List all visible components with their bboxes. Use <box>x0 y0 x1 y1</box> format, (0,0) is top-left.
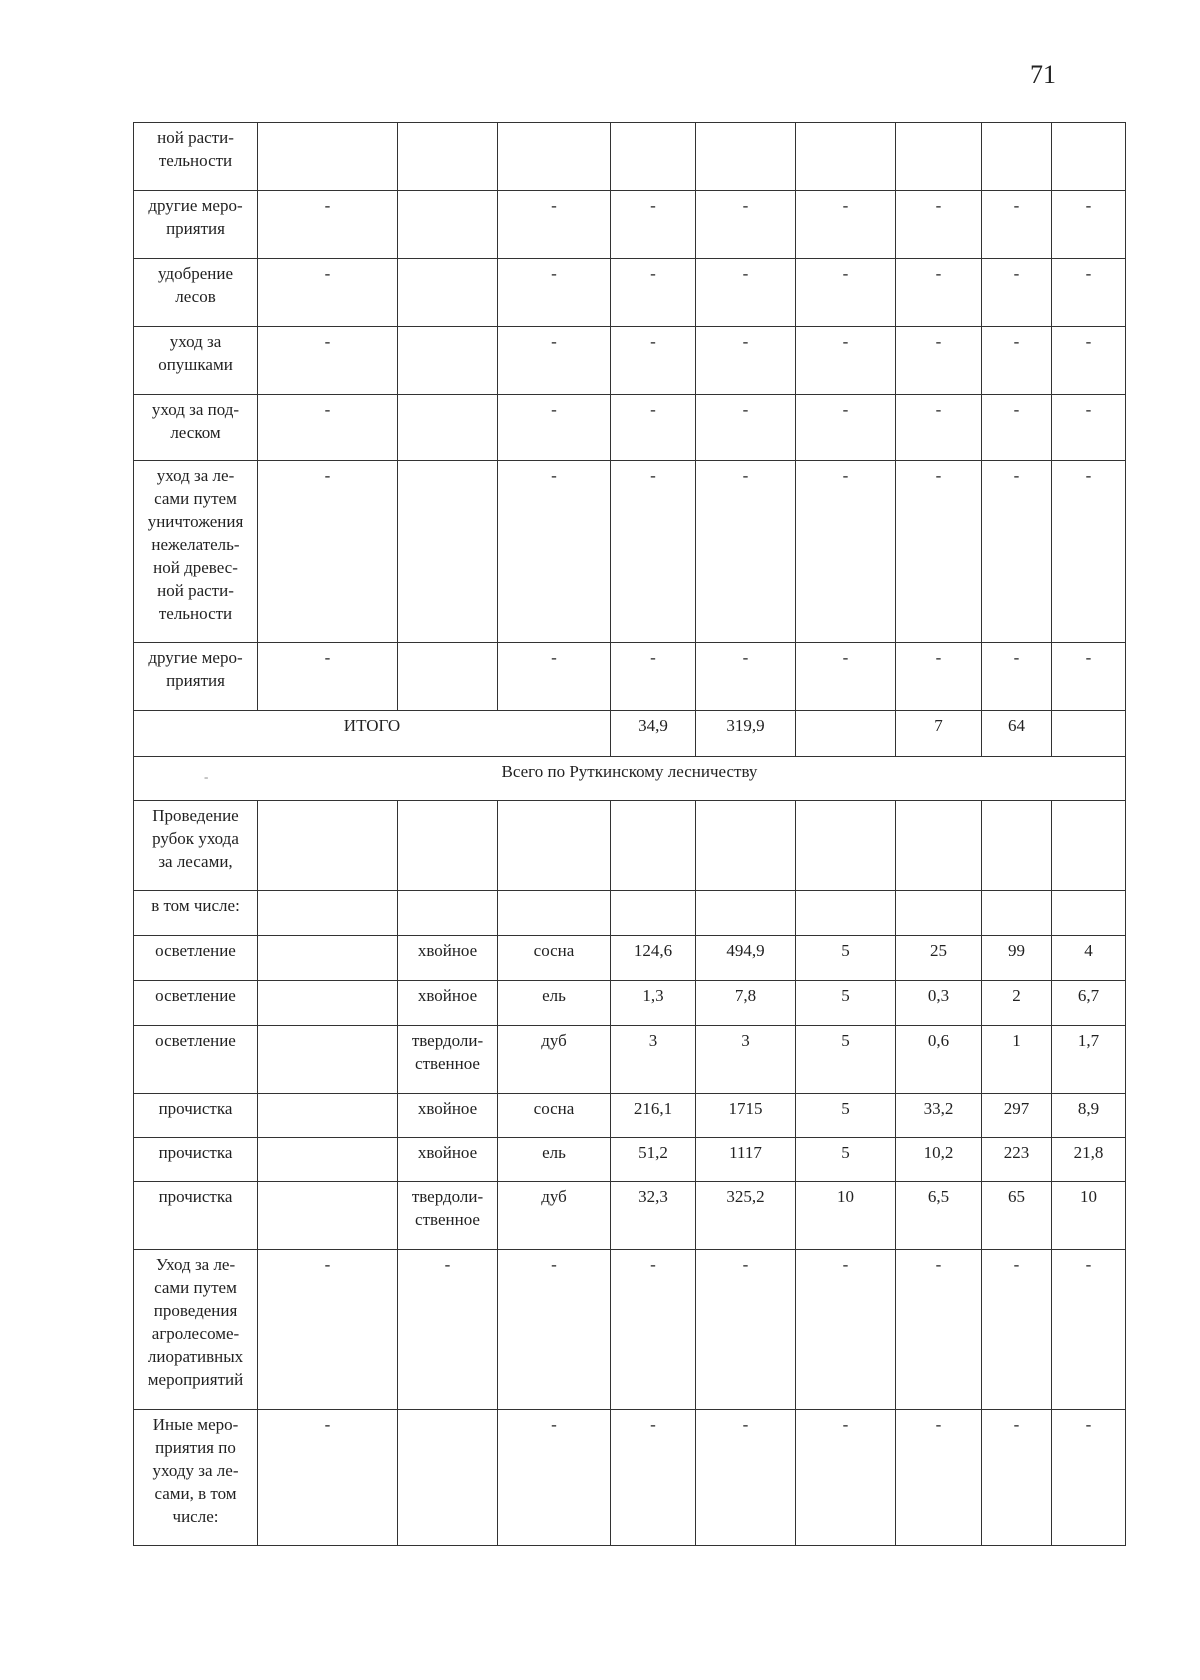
table-cell: 1117 <box>696 1138 796 1182</box>
table-cell: 8,9 <box>1052 1094 1126 1138</box>
table-cell: - <box>796 1410 896 1546</box>
table-cell: - <box>498 395 611 461</box>
table-cell: - <box>498 461 611 643</box>
table-cell: - <box>611 395 696 461</box>
table-cell <box>258 1094 398 1138</box>
table-cell: - <box>498 191 611 259</box>
row-label: Проведение рубок ухода за лесами, <box>134 801 258 891</box>
table-cell: - <box>611 191 696 259</box>
table-cell: дуб <box>498 1026 611 1094</box>
table-cell: - <box>258 461 398 643</box>
table-cell <box>696 891 796 936</box>
table-cell <box>796 123 896 191</box>
table-cell <box>796 711 896 757</box>
section-title: Всего по Руткинскому лесничеству <box>501 762 758 781</box>
row-label: осветление <box>134 981 258 1026</box>
table-cell <box>398 891 498 936</box>
table-cell: - <box>896 327 982 395</box>
table-cell: - <box>896 259 982 327</box>
table-cell: - <box>498 1410 611 1546</box>
table-cell: 3 <box>696 1026 796 1094</box>
table-cell: - <box>398 1250 498 1410</box>
table-cell <box>258 936 398 981</box>
row-label: Уход за ле- сами путем проведения агролесоме- лиоративных мероприятий <box>134 1250 258 1410</box>
table-cell: - <box>1052 461 1126 643</box>
table-cell: - <box>982 1410 1052 1546</box>
table-row <box>134 801 1126 891</box>
table-cell: хвойное <box>398 1138 498 1182</box>
table-cell: - <box>696 259 796 327</box>
table-cell <box>796 801 896 891</box>
table-cell: - <box>1052 395 1126 461</box>
table-cell: хвойное <box>398 1094 498 1138</box>
table-cell: - <box>982 327 1052 395</box>
table-cell: 1 <box>982 1026 1052 1094</box>
table-cell: - <box>611 259 696 327</box>
table-cell: - <box>796 191 896 259</box>
table-cell: - <box>796 461 896 643</box>
table-cell: - <box>258 1250 398 1410</box>
table-cell: 6,7 <box>1052 981 1126 1026</box>
table-row <box>134 936 1126 981</box>
table-cell <box>398 461 498 643</box>
table-row <box>134 1410 1126 1546</box>
table-row <box>134 643 1126 711</box>
table-cell: - <box>982 643 1052 711</box>
table-cell <box>258 801 398 891</box>
table-cell: - <box>498 643 611 711</box>
table-cell: 7 <box>896 711 982 757</box>
table-cell: - <box>258 327 398 395</box>
table-cell <box>398 259 498 327</box>
table-cell: 1715 <box>696 1094 796 1138</box>
table-cell <box>258 891 398 936</box>
table-cell: - <box>258 1410 398 1546</box>
table-row <box>134 1094 1126 1138</box>
table-cell: 65 <box>982 1182 1052 1250</box>
table-row <box>134 1182 1126 1250</box>
table-cell: - <box>696 1410 796 1546</box>
table-cell <box>796 891 896 936</box>
table-row <box>134 1026 1126 1094</box>
table-cell: 5 <box>796 1026 896 1094</box>
table-cell: 0,3 <box>896 981 982 1026</box>
table-cell: - <box>498 327 611 395</box>
table-row <box>134 327 1126 395</box>
page-number: 71 <box>1030 60 1056 89</box>
table-cell: хвойное <box>398 981 498 1026</box>
table-cell <box>498 891 611 936</box>
table-cell <box>611 123 696 191</box>
table-cell: - <box>896 461 982 643</box>
row-label: осветление <box>134 1026 258 1094</box>
section-mark: - <box>204 769 209 784</box>
table-cell: - <box>611 643 696 711</box>
table-cell: - <box>1052 191 1126 259</box>
section-title-cell <box>134 757 1126 801</box>
table-cell: - <box>796 1250 896 1410</box>
forest-care-table <box>133 122 1126 1546</box>
table-cell: - <box>796 643 896 711</box>
table-cell: - <box>796 259 896 327</box>
table-cell: 34,9 <box>611 711 696 757</box>
table-cell: - <box>696 461 796 643</box>
table-row <box>134 891 1126 936</box>
table-cell: - <box>611 327 696 395</box>
table-cell <box>896 891 982 936</box>
table-cell: 99 <box>982 936 1052 981</box>
table-cell: сосна <box>498 936 611 981</box>
table-cell: - <box>896 191 982 259</box>
table-cell: 6,5 <box>896 1182 982 1250</box>
table-cell: - <box>1052 259 1126 327</box>
table-cell <box>398 395 498 461</box>
table-cell: 0,6 <box>896 1026 982 1094</box>
table-cell: 32,3 <box>611 1182 696 1250</box>
table-cell: 64 <box>982 711 1052 757</box>
table-cell <box>696 123 796 191</box>
table-cell: 216,1 <box>611 1094 696 1138</box>
row-label: ной расти- тельности <box>134 123 258 191</box>
table-cell <box>896 123 982 191</box>
row-label: в том числе: <box>134 891 258 936</box>
table-cell: - <box>982 259 1052 327</box>
table-cell: - <box>258 395 398 461</box>
table-cell: - <box>1052 327 1126 395</box>
table-cell: - <box>258 191 398 259</box>
table-cell <box>982 801 1052 891</box>
table-cell: - <box>498 259 611 327</box>
table-cell <box>611 891 696 936</box>
table-cell: 5 <box>796 936 896 981</box>
section-row <box>134 757 1126 801</box>
table-row <box>134 461 1126 643</box>
table-cell: 319,9 <box>696 711 796 757</box>
row-label: уход за ле- сами путем уничтожения нежелатель- ной древес- ной расти- тельности <box>134 461 258 643</box>
table-cell <box>398 327 498 395</box>
table-cell: 51,2 <box>611 1138 696 1182</box>
table-cell: - <box>696 395 796 461</box>
table-cell <box>258 123 398 191</box>
table-cell: 5 <box>796 1094 896 1138</box>
table-cell: 10,2 <box>896 1138 982 1182</box>
table-cell: - <box>696 1250 796 1410</box>
table-cell: 223 <box>982 1138 1052 1182</box>
table-cell: - <box>611 461 696 643</box>
table-cell: 7,8 <box>696 981 796 1026</box>
row-label: уход за опушками <box>134 327 258 395</box>
table-cell: 5 <box>796 1138 896 1182</box>
table-cell: ель <box>498 1138 611 1182</box>
table-cell: 4 <box>1052 936 1126 981</box>
table-cell <box>498 123 611 191</box>
table-cell: - <box>1052 643 1126 711</box>
table-cell <box>398 801 498 891</box>
table-cell: - <box>498 1250 611 1410</box>
table-cell: твердоли- ственное <box>398 1026 498 1094</box>
table-row <box>134 123 1126 191</box>
row-label: прочистка <box>134 1138 258 1182</box>
table-cell: ель <box>498 981 611 1026</box>
table-cell <box>1052 711 1126 757</box>
table-cell: 2 <box>982 981 1052 1026</box>
table-cell <box>696 801 796 891</box>
table-cell: - <box>896 1250 982 1410</box>
table-cell <box>498 801 611 891</box>
table-cell: твердоли- ственное <box>398 1182 498 1250</box>
table-cell: 5 <box>796 981 896 1026</box>
table-cell: 1,3 <box>611 981 696 1026</box>
table-cell: - <box>982 395 1052 461</box>
table-cell <box>398 643 498 711</box>
table-cell <box>1052 891 1126 936</box>
table-cell <box>258 1026 398 1094</box>
table-cell: - <box>696 191 796 259</box>
row-label: прочистка <box>134 1094 258 1138</box>
table-cell: сосна <box>498 1094 611 1138</box>
table-cell: - <box>896 1410 982 1546</box>
table-cell: 494,9 <box>696 936 796 981</box>
table-cell: 1,7 <box>1052 1026 1126 1094</box>
table-cell: - <box>982 1250 1052 1410</box>
table-cell: 33,2 <box>896 1094 982 1138</box>
table-cell <box>398 123 498 191</box>
row-label: другие меро- приятия <box>134 643 258 711</box>
table-cell: - <box>1052 1410 1126 1546</box>
table-cell: - <box>896 643 982 711</box>
table-cell <box>258 1182 398 1250</box>
table-cell <box>1052 801 1126 891</box>
table-row <box>134 1138 1126 1182</box>
table-cell: 25 <box>896 936 982 981</box>
table-row <box>134 981 1126 1026</box>
row-label: прочистка <box>134 1182 258 1250</box>
row-label: уход за под- леском <box>134 395 258 461</box>
table-cell <box>982 123 1052 191</box>
table-cell <box>258 981 398 1026</box>
row-label: осветление <box>134 936 258 981</box>
table-row <box>134 395 1126 461</box>
table-cell: - <box>896 395 982 461</box>
table-cell <box>398 191 498 259</box>
table-cell: - <box>696 643 796 711</box>
table-cell: 10 <box>1052 1182 1126 1250</box>
row-label: Иные меро- приятия по уходу за ле- сами, в том числе: <box>134 1410 258 1546</box>
table-cell: хвойное <box>398 936 498 981</box>
table-cell: 3 <box>611 1026 696 1094</box>
table-cell: 124,6 <box>611 936 696 981</box>
table-cell <box>258 1138 398 1182</box>
table-cell: - <box>796 395 896 461</box>
row-label: другие меро- приятия <box>134 191 258 259</box>
table-cell: - <box>258 643 398 711</box>
itogo-label: ИТОГО <box>134 711 611 757</box>
table-cell: 21,8 <box>1052 1138 1126 1182</box>
table-cell: - <box>611 1410 696 1546</box>
table-row <box>134 1250 1126 1410</box>
table-row <box>134 191 1126 259</box>
table-cell: 325,2 <box>696 1182 796 1250</box>
table-row <box>134 259 1126 327</box>
itogo-row <box>134 711 1126 757</box>
table-cell <box>1052 123 1126 191</box>
table-cell <box>982 891 1052 936</box>
table-cell: - <box>796 327 896 395</box>
table-cell: 297 <box>982 1094 1052 1138</box>
table-cell: - <box>611 1250 696 1410</box>
table-cell: - <box>696 327 796 395</box>
table-cell: дуб <box>498 1182 611 1250</box>
table-cell: - <box>982 191 1052 259</box>
table-cell: 10 <box>796 1182 896 1250</box>
table-cell <box>611 801 696 891</box>
table-cell: - <box>982 461 1052 643</box>
row-label: удобрение лесов <box>134 259 258 327</box>
table-cell <box>896 801 982 891</box>
table-cell: - <box>258 259 398 327</box>
table-cell <box>398 1410 498 1546</box>
table-cell: - <box>1052 1250 1126 1410</box>
